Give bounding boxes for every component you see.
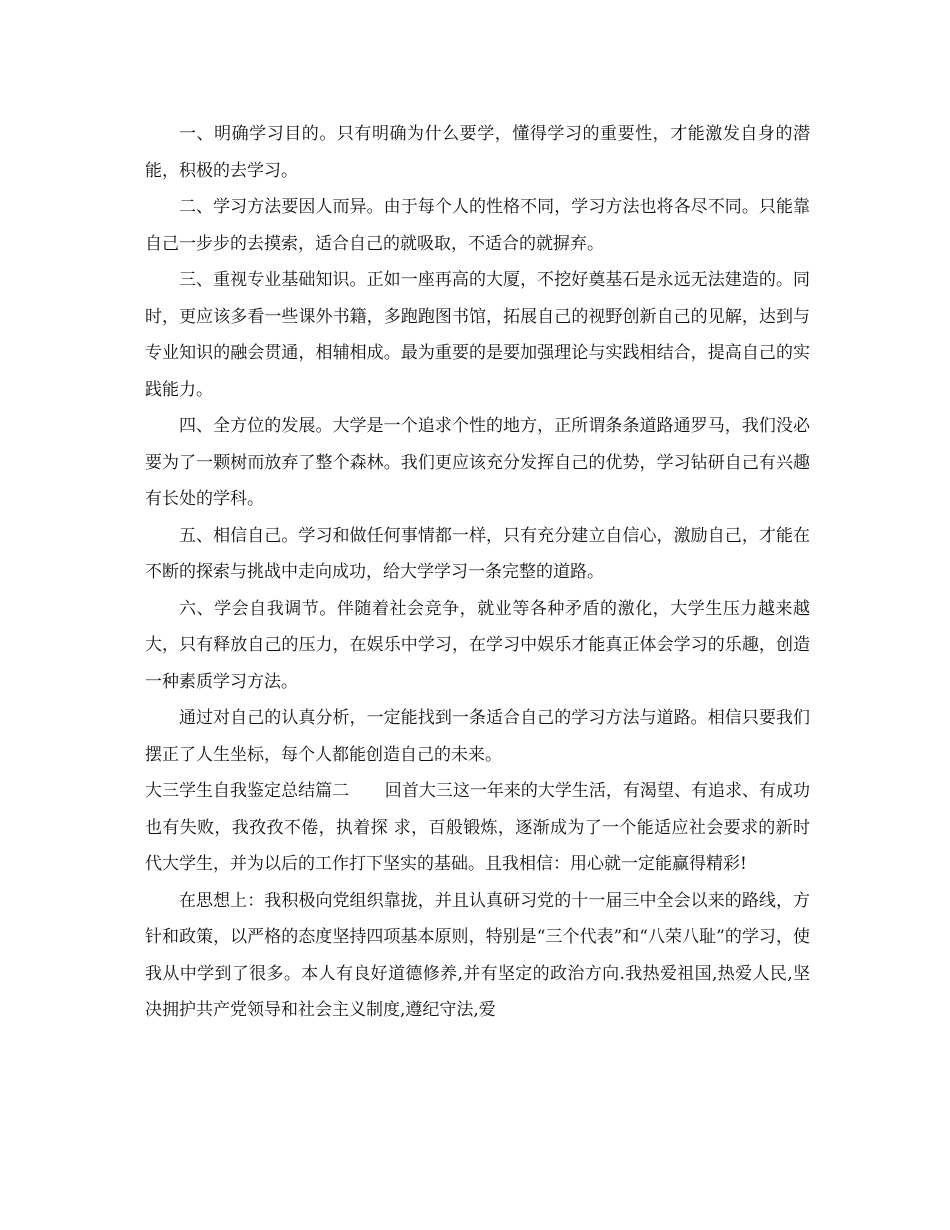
- paragraph-goal: 一、明确学习目的。只有明确为什么要学，懂得学习的重要性，才能激发自身的潜能，积极的去学习。: [145, 124, 810, 181]
- section-intro: 回首大三这一年来的大学生活，有渴望、有追求、有成功也有失败，我孜孜不倦，执着探 求，百般锻炼，逐渐成为了一个能适应社会要求的新时代大学生，并为以后的工作打下坚实的基础。且我相信：用心就一定能赢得精彩!: [145, 781, 811, 874]
- document-page: [145, 116, 810, 1029]
- paragraph-ideology: 在思想上：我积极向党组织靠拢，并且认真研习党的十一届三中全会以来的路线，方针和政策，以严格的态度坚持四项基本原则，特别是“三个代表”和“八荣八耻”的学习，使我从中学到了很多。本人有良好道德修养,并有坚定的政治方向.我热爱祖国,热爱人民,坚决拥护共产党领导和社会主义制度,遵纪守法,爱: [145, 890, 810, 1020]
- paragraph-self-adjust: 六、学会自我调节。伴随着社会竞争，就业等各种矛盾的激化，大学生压力越来越大，只有释放自己的压力，在娱乐中学习，在学习中娱乐才能真正体会学习的乐趣，创造一种素质学习方法。: [145, 598, 810, 692]
- section-two: [145, 773, 810, 883]
- paragraph-foundation: 三、重视专业基础知识。正如一座再高的大厦，不挖好奠基石是永远无法建造的。同时，更应该多看一些课外书籍，多跑跑图书馆，拓展自己的视野创新自己的见解，达到与专业知识的融会贯通，相辅相成。最为重要的是要加强理论与实践相结合，提高自己的实践能力。: [145, 270, 810, 400]
- paragraph-conclusion: 通过对自己的认真分析，一定能找到一条适合自己的学习方法与道路。相信只要我们摆正了人生坐标，每个人都能创造自己的未来。: [145, 708, 810, 765]
- paragraph-confidence: 五、相信自己。学习和做任何事情都一样，只有充分建立自信心，激励自己，才能在不断的探索与挑战中走向成功，给大学学习一条完整的道路。: [145, 525, 810, 582]
- paragraph-development: 四、全方位的发展。大学是一个追求个性的地方，正所谓条条道路通罗马，我们没必要为了一颗树而放弃了整个森林。我们更应该充分发挥自己的优势，学习钻研自己有兴趣有长处的学科。: [145, 416, 810, 509]
- section-heading: 大三学生自我鉴定总结篇二: [145, 781, 350, 801]
- paragraph-method: 二、学习方法要因人而异。由于每个人的性格不同，学习方法也将各尽不同。只能靠自己一步步的去摸索，适合自己的就吸取，不适合的就摒弃。: [145, 197, 810, 254]
